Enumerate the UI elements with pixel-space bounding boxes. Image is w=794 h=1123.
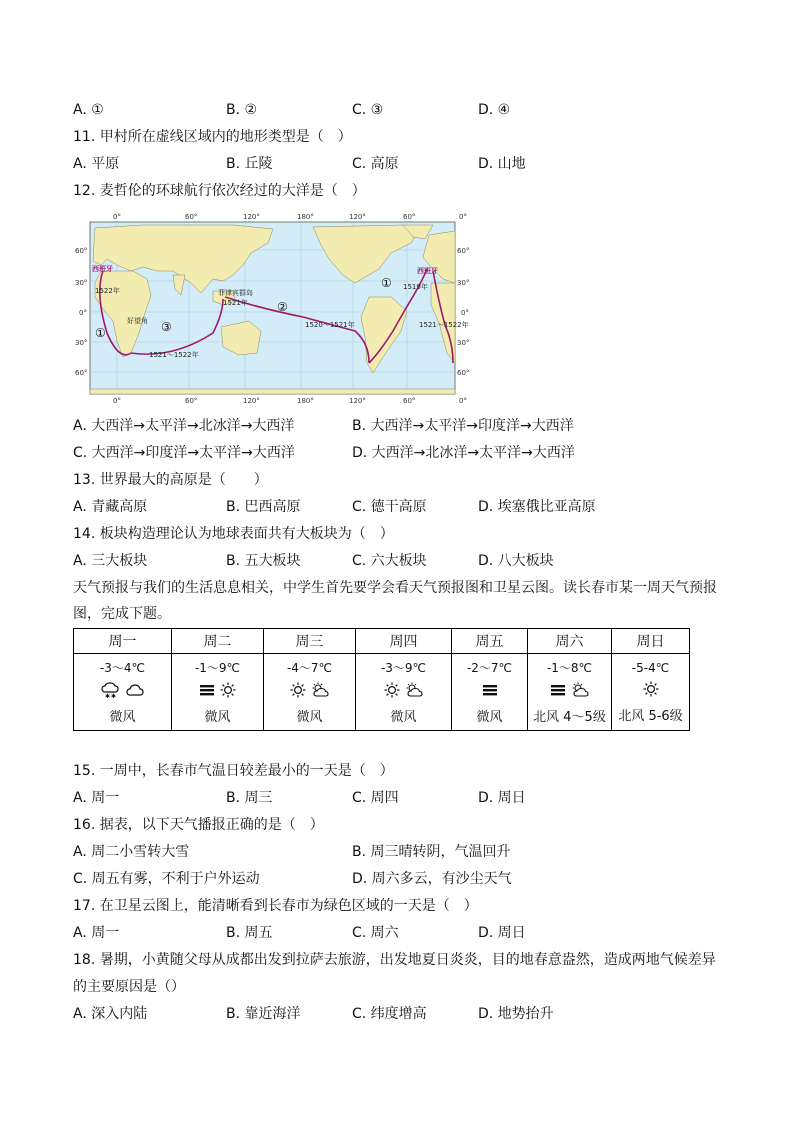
q13-stem: 13. 世界最大的高原是（ ） <box>73 472 268 488</box>
weather-cell <box>452 654 528 731</box>
q15-option-c: C. 周四 <box>352 790 399 806</box>
map-label-1519: 1519年 <box>403 283 428 291</box>
map-lat-left-1: 30° <box>75 279 88 287</box>
map-label-1521: 1521年 <box>223 299 248 307</box>
weather-temp: -5-4℃ <box>631 660 670 675</box>
q14-option-a: A. 三大板块 <box>73 553 148 569</box>
map-lat-left-2: 0° <box>79 309 87 317</box>
map-marker-1-right: ① <box>381 276 392 290</box>
q14-option-c: C. 六大板块 <box>352 553 427 569</box>
map-lat-left-0: 60° <box>75 247 88 255</box>
weather-body-row <box>74 654 690 731</box>
map-lon-top-0: 0° <box>113 213 121 221</box>
q18-option-b: B. 靠近海洋 <box>226 1006 301 1022</box>
weather-day: 周二 <box>172 629 264 654</box>
weather-icons <box>452 682 527 700</box>
map-label-1522: 1522年 <box>95 287 120 295</box>
weather-day: 周六 <box>528 629 612 654</box>
weather-temp: -3～9℃ <box>380 661 427 675</box>
q18-stem-line-1: 18. 暑期，小黄随父母从成都出发到拉萨去旅游，出发地夏日炎炎，目的地春意盎然，造成两地气候差异 <box>73 952 716 968</box>
weather-temp: -1～9℃ <box>194 661 241 675</box>
q15-stem: 15. 一周中，长春市气温日较差最小的一天是（ ） <box>73 763 394 779</box>
q16-stem: 16. 据表，以下天气播报正确的是（ ） <box>73 817 324 833</box>
weather-wind: 北风 4～5级 <box>533 710 606 725</box>
weather-wind: 北风 5-6级 <box>618 708 683 724</box>
map-lat-right-4: 60° <box>457 369 470 377</box>
q12-stem: 12. 麦哲伦的环球航行依次经过的大洋是（ ） <box>73 183 366 199</box>
svg-text:✱: ✱ <box>105 693 111 698</box>
map-lon-top-6: 0° <box>459 213 467 221</box>
weather-cell <box>264 654 356 731</box>
weather-wind: 微风 <box>204 710 231 725</box>
fog-icon <box>550 682 566 698</box>
q18-option-d: D. 地势抬升 <box>478 1006 554 1022</box>
q11-option-a: A. 平原 <box>73 156 120 172</box>
weather-icons <box>172 682 263 700</box>
sun-icon <box>384 682 400 698</box>
q16-option-b: B. 周三晴转阴，气温回升 <box>352 844 511 860</box>
map-lat-right-0: 60° <box>457 247 470 255</box>
q16-option-d: D. 周六多云，有沙尘天气 <box>352 871 512 887</box>
weather-forecast-table <box>73 628 690 731</box>
q11-option-d: D. 山地 <box>478 156 526 172</box>
weather-day: 周五 <box>452 629 528 654</box>
q11-option-b: B. 丘陵 <box>226 156 273 172</box>
weather-temp: -3～4℃ <box>99 661 146 675</box>
q14-stem: 14. 板块构造理论认为地球表面共有大板块为（ ） <box>73 526 394 542</box>
intro-line-1: 天气预报与我们的生活息息相关，中学生首先要学会看天气预报图和卫星云图。读长春市某一周天气预报 <box>73 580 717 596</box>
q14-option-d: D. 八大板块 <box>478 553 554 569</box>
map-lon-bottom-0: 0° <box>113 397 121 405</box>
q18-stem-line-2: 的主要原因是（） <box>73 979 185 995</box>
q10-option-c: C. ③ <box>352 102 384 118</box>
sun-icon <box>220 682 236 698</box>
q17-stem: 17. 在卫星云图上，能清晰看到长春市为绿色区域的一天是（ ） <box>73 898 478 914</box>
weather-icons <box>356 682 451 700</box>
q12-option-a: A. 大西洋→太平洋→北冰洋→大西洋 <box>73 418 295 434</box>
svg-text:✱: ✱ <box>111 693 117 698</box>
q16-option-a: A. 周二小雪转大雪 <box>73 844 190 860</box>
weather-wind: 微风 <box>390 710 417 725</box>
map-lat-left-3: 30° <box>75 339 88 347</box>
q15-option-b: B. 周三 <box>226 790 273 806</box>
map-lon-bottom-5: 60° <box>403 397 416 405</box>
snow-cloud-icon <box>100 682 120 698</box>
fog-icon <box>199 682 215 698</box>
q13-option-c: C. 德干高原 <box>352 499 427 515</box>
cloud-icon <box>125 682 145 698</box>
map-lon-top-4: 120° <box>349 213 366 221</box>
weather-icons <box>264 682 355 700</box>
weather-cell <box>74 654 172 731</box>
map-lat-left-4: 60° <box>75 369 88 377</box>
map-label-spain-right: 西班牙 <box>417 267 438 275</box>
weather-cell <box>356 654 452 731</box>
q15-option-d: D. 周日 <box>478 790 526 806</box>
weather-day: 周日 <box>612 629 690 654</box>
map-marker-2: ② <box>277 300 288 314</box>
weather-icons <box>612 681 689 699</box>
q10-option-a: A. ① <box>73 102 104 118</box>
q17-option-d: D. 周日 <box>478 925 526 941</box>
weather-day: 周四 <box>356 629 452 654</box>
magellan-route-map <box>73 213 473 406</box>
map-lat-right-3: 30° <box>457 339 470 347</box>
q14-option-b: B. 五大板块 <box>226 553 301 569</box>
weather-wind: 微风 <box>296 710 323 725</box>
map-lon-bottom-1: 60° <box>185 397 198 405</box>
map-marker-1-left: ① <box>95 326 106 340</box>
q18-option-c: C. 纬度增高 <box>352 1006 427 1022</box>
q15-option-a: A. 周一 <box>73 790 120 806</box>
weather-wind: 微风 <box>476 710 503 725</box>
weather-day: 周三 <box>264 629 356 654</box>
weather-wind: 微风 <box>109 710 136 725</box>
weather-cell <box>172 654 264 731</box>
q12-option-d: D. 大西洋→北冰洋→太平洋→大西洋 <box>352 445 575 461</box>
map-label-1521-1522-right: 1521～1522年 <box>419 321 469 329</box>
map-lat-right-1: 30° <box>457 279 470 287</box>
map-lon-top-3: 180° <box>297 213 314 221</box>
weather-day: 周一 <box>74 629 172 654</box>
weather-header-row <box>74 629 690 654</box>
sun-icon <box>643 681 659 697</box>
map-lon-bottom-2: 120° <box>243 397 260 405</box>
partly-cloudy-icon <box>405 682 423 698</box>
map-lon-top-5: 60° <box>403 213 416 221</box>
map-lat-right-2: 0° <box>461 309 469 317</box>
q11-option-c: C. 高原 <box>352 156 399 172</box>
map-marker-3: ③ <box>161 320 172 334</box>
map-label-spain-left: 西班牙 <box>92 265 113 273</box>
weather-temp: -4～7℃ <box>286 661 333 675</box>
q17-option-b: B. 周五 <box>226 925 273 941</box>
map-label-philippines: 菲律宾群岛 <box>218 289 253 297</box>
q10-option-d: D. ④ <box>478 102 511 118</box>
weather-cell <box>528 654 612 731</box>
map-lon-bottom-4: 120° <box>349 397 366 405</box>
weather-temp: -1～8℃ <box>546 661 593 675</box>
map-lon-bottom-3: 180° <box>297 397 314 405</box>
map-lon-top-1: 60° <box>185 213 198 221</box>
partly-cloudy-icon <box>571 682 589 698</box>
q13-option-d: D. 埃塞俄比亚高原 <box>478 499 596 515</box>
partly-cloudy-icon <box>311 682 329 698</box>
map-lon-bottom-6: 0° <box>459 397 467 405</box>
q11-stem: 11. 甲村所在虚线区域内的地形类型是（ ） <box>73 129 352 145</box>
q16-option-c: C. 周五有雾，不利于户外运动 <box>73 871 260 887</box>
q13-option-b: B. 巴西高原 <box>226 499 301 515</box>
map-lon-top-2: 120° <box>243 213 260 221</box>
weather-temp: -2～7℃ <box>466 661 513 675</box>
fog-icon <box>482 682 498 698</box>
sun-icon <box>290 682 306 698</box>
map-label-1520-1521: 1520～1521年 <box>305 321 355 329</box>
q17-option-a: A. 周一 <box>73 925 120 941</box>
weather-icons <box>74 682 171 700</box>
q17-option-c: C. 周六 <box>352 925 399 941</box>
q12-option-b: B. 大西洋→太平洋→印度洋→大西洋 <box>352 418 574 434</box>
q10-option-b: B. ② <box>226 102 258 118</box>
weather-icons <box>528 682 611 700</box>
map-label-1521-1522: 1521～1522年 <box>149 351 199 359</box>
q18-option-a: A. 深入内陆 <box>73 1006 148 1022</box>
q12-option-c: C. 大西洋→印度洋→太平洋→大西洋 <box>73 445 295 461</box>
map-label-cape: 好望角 <box>127 317 148 325</box>
intro-line-2: 图，完成下题。 <box>73 606 171 622</box>
weather-cell <box>612 654 690 731</box>
q13-option-a: A. 青藏高原 <box>73 499 148 515</box>
